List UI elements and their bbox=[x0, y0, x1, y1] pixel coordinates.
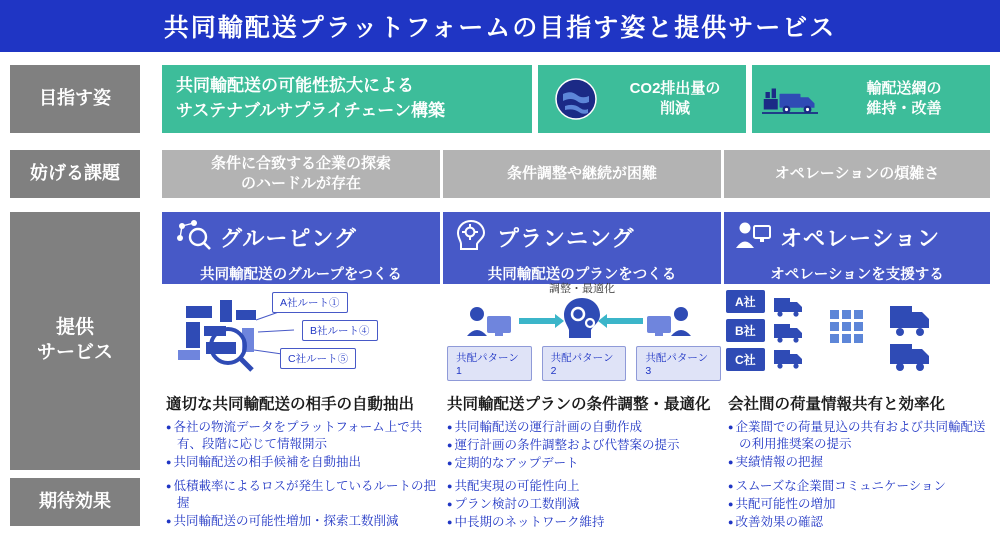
service-header-operation bbox=[724, 212, 990, 284]
service-subtitle-grouping: 共同輸配送のグループをつくる bbox=[200, 267, 402, 283]
callout-route-a: A社ルート① bbox=[272, 292, 348, 313]
vision-line2: サステナブルサプライチェーン構築 bbox=[176, 101, 445, 120]
list-item: ● 中長期のネットワーク維持 bbox=[447, 514, 725, 531]
effects-grouping bbox=[166, 478, 444, 531]
service-header-planning bbox=[443, 212, 721, 284]
service-bullets-grouping bbox=[166, 419, 444, 471]
list-item: ● 実績情報の把握 bbox=[728, 454, 994, 471]
truck-icon bbox=[762, 74, 818, 124]
list-item: ● 低積載率によるロスが発生しているルートの把握 bbox=[166, 478, 444, 512]
row-label-issues: 妨げる課題 bbox=[10, 150, 140, 198]
list-item: ● 運行計画の条件調整および代替案の提示 bbox=[447, 437, 725, 454]
issue-card-1 bbox=[162, 150, 440, 198]
list-item: ● 共同輸配送の可能性増加・探索工数削減 bbox=[166, 513, 444, 530]
page-title: 共同輸配送プラットフォームの目指す姿と提供サービス bbox=[163, 14, 837, 42]
list-item: ● 各社の物流データをプラットフォーム上で共有、段階に応じて情報開示 bbox=[166, 419, 444, 453]
effects-operation bbox=[728, 478, 994, 532]
issue-card-3: オペレーションの煩雑さ bbox=[724, 150, 990, 198]
service-bullets-planning bbox=[447, 419, 725, 472]
callout-route-b: B社ルート④ bbox=[302, 320, 378, 341]
earth-icon bbox=[548, 74, 604, 124]
operation-graphic bbox=[770, 288, 970, 383]
illustration-operation bbox=[724, 288, 990, 383]
company-box-b: B社 bbox=[726, 319, 765, 342]
list-item: ● プラン検討の工数削減 bbox=[447, 496, 725, 513]
list-item: ● 共配可能性の増加 bbox=[728, 496, 994, 513]
issue-card-2: 条件調整や継続が困難 bbox=[443, 150, 721, 198]
vision-line1: 共同輸配送の可能性拡大による bbox=[176, 76, 414, 96]
row-label-services-line2: サービス bbox=[36, 342, 113, 363]
list-item: ● 共配実現の可能性向上 bbox=[447, 478, 725, 495]
person-monitor-icon bbox=[734, 218, 772, 257]
issue-1-line1: 条件に合致する企業の探索 bbox=[210, 154, 391, 172]
vision-chip-network-line2: 維持・改善 bbox=[866, 100, 942, 117]
vision-chip-network bbox=[752, 65, 990, 133]
list-item: ● スムーズな企業間コミュニケーション bbox=[728, 478, 994, 495]
vision-chip-co2 bbox=[538, 65, 746, 133]
company-box-c: C社 bbox=[726, 348, 765, 371]
illustration-grouping bbox=[162, 288, 440, 383]
page-header bbox=[0, 0, 1000, 52]
vision-chip-network-line1: 輸配送網の bbox=[866, 79, 942, 97]
vision-chip-co2-line2: 削減 bbox=[659, 100, 690, 117]
service-body-title-operation: 会社間の荷量情報共有と効率化 bbox=[728, 396, 946, 413]
service-subtitle-planning: 共同輸配送のプランをつくる bbox=[487, 267, 677, 283]
service-bullets-operation bbox=[728, 419, 994, 471]
list-item: ● 企業間での荷量見込の共有および共同輸配送の利用推奨案の提示 bbox=[728, 419, 994, 453]
list-item: ● 改善効果の確認 bbox=[728, 514, 994, 531]
row-label-services bbox=[10, 212, 140, 470]
service-body-operation bbox=[728, 392, 994, 472]
service-header-grouping bbox=[162, 212, 440, 284]
pattern-box-3: 共配パターン3 bbox=[636, 346, 721, 381]
row-label-services-line1: 提供 bbox=[55, 317, 94, 339]
service-body-grouping bbox=[166, 392, 444, 472]
vision-statement bbox=[162, 65, 532, 133]
service-title-planning: プランニング bbox=[497, 226, 635, 251]
service-title-grouping: グルーピング bbox=[220, 226, 357, 251]
head-gear-icon bbox=[453, 218, 489, 257]
service-body-title-planning: 共同輸配送プランの条件調整・最適化 bbox=[447, 396, 711, 413]
vision-chip-co2-text bbox=[614, 79, 736, 120]
pattern-box-2: 共配パターン2 bbox=[542, 346, 627, 381]
callout-route-c: C社ルート⑤ bbox=[280, 348, 356, 369]
row-label-vision: 目指す姿 bbox=[10, 65, 140, 133]
planning-tune-label: 調整・最適化 bbox=[549, 283, 615, 295]
service-body-planning bbox=[447, 392, 725, 473]
issue-1-line2: のハードルが存在 bbox=[240, 175, 361, 192]
list-item: ● 共同輸配送の相手候補を自動抽出 bbox=[166, 454, 444, 471]
pattern-box-1: 共配パターン1 bbox=[447, 346, 532, 381]
list-item: ● 共同輸配送の運行計画の自動作成 bbox=[447, 419, 725, 436]
list-item: ● 定期的なアップデート bbox=[447, 455, 725, 472]
effects-planning bbox=[447, 478, 725, 532]
service-body-title-grouping: 適切な共同輸配送の相手の自動抽出 bbox=[166, 396, 415, 413]
company-box-a: A社 bbox=[726, 290, 765, 313]
service-title-operation: オペレーション bbox=[780, 226, 941, 251]
row-label-effects: 期待効果 bbox=[10, 478, 140, 526]
magnifier-network-icon bbox=[172, 218, 212, 257]
vision-chip-co2-line1: CO2排出量の bbox=[629, 79, 721, 97]
service-subtitle-operation: オペレーションを支援する bbox=[770, 267, 944, 283]
vision-chip-network-text bbox=[828, 79, 980, 120]
illustration-planning bbox=[443, 283, 721, 383]
